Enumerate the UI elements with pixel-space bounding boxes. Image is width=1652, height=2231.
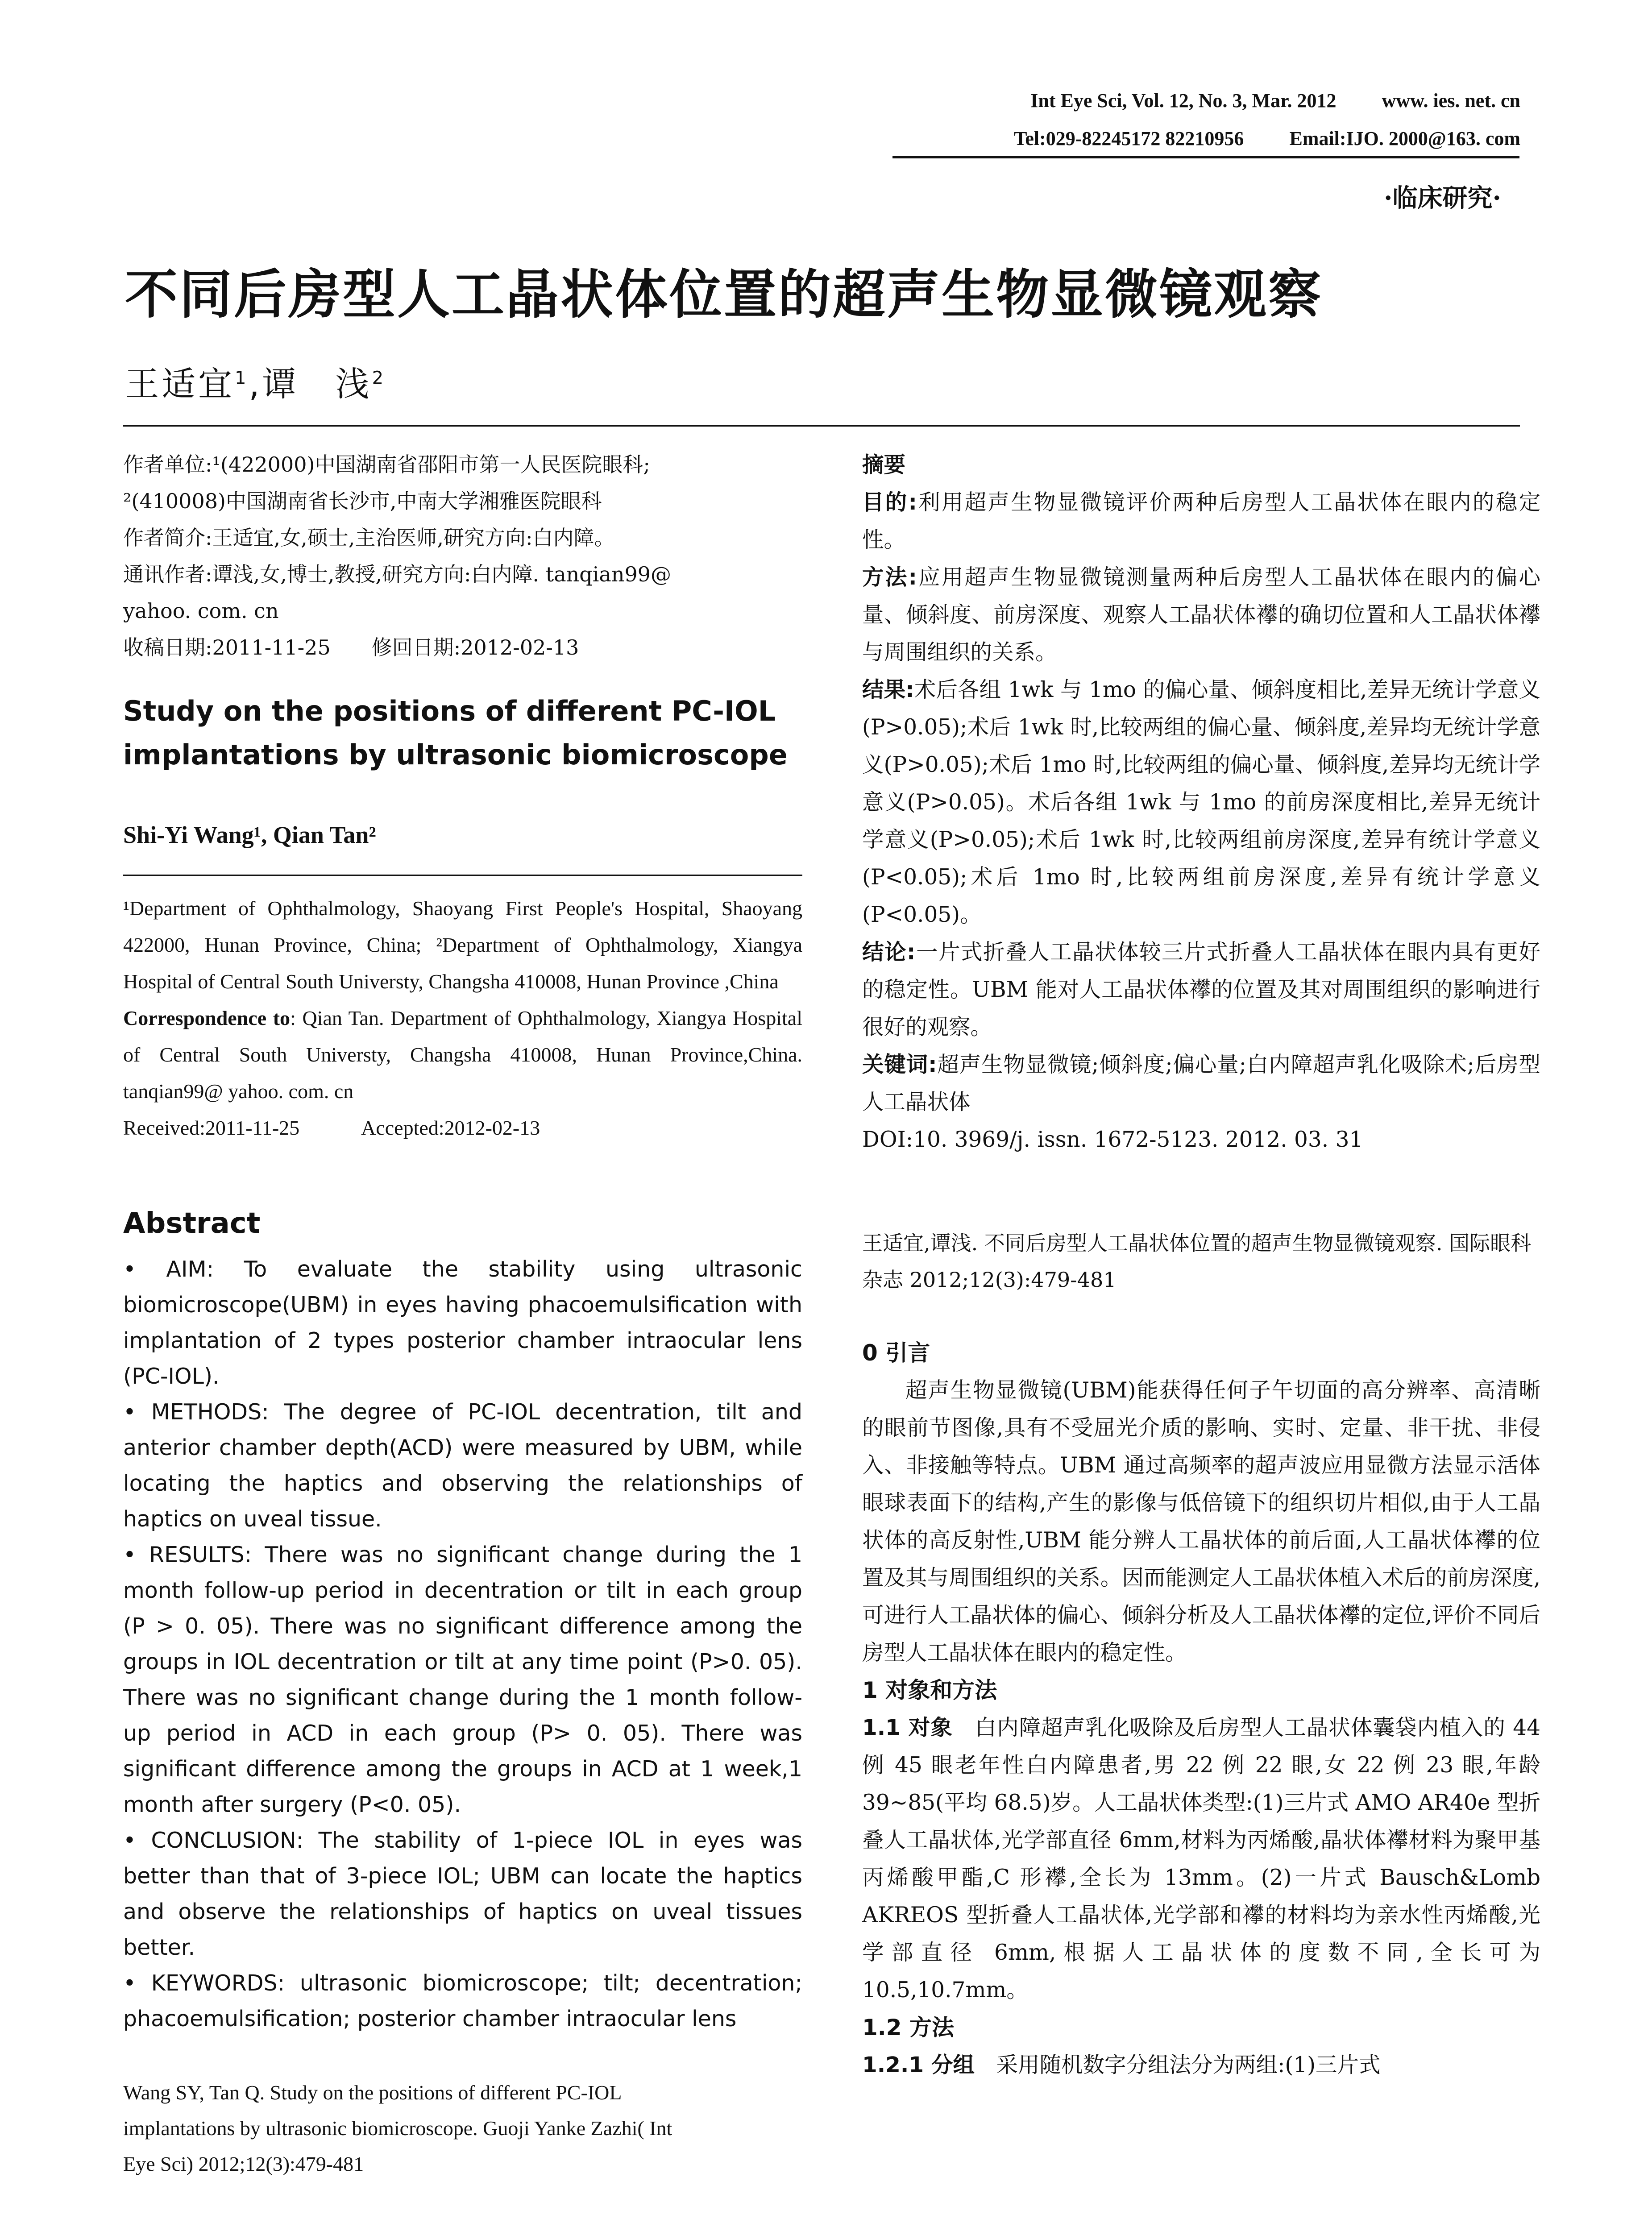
- abstract-conclusion: • CONCLUSION: The stability of 1-piece IOL in eyes was better than that of 3-piece IOL; UBM can locate the haptics and observe the relationships of haptics on uveal tissues better.: [123, 1828, 802, 1960]
- cn-info-line: ²(410008)中国湖南省长沙市,中南大学湘雅医院眼科: [123, 489, 602, 513]
- body-text: [862, 1334, 1540, 2084]
- keywords-label: 关键词:: [862, 1052, 937, 1077]
- english-title: Study on the positions of different PC-IOL implantations by ultrasonic biomicroscope: [123, 695, 788, 771]
- running-header-line1: [1030, 89, 1520, 112]
- author-1-affil: 1: [235, 368, 249, 389]
- running-header-line2: [1014, 127, 1520, 150]
- section-1-1-label: 1.1 对象: [862, 1715, 953, 1740]
- results-text: 术后各组 1wk 与 1mo 的偏心量、倾斜度相比,差异无统计学意义(P>0.05);术后 1wk 时,比较两组的偏心量、倾斜度,差异均无统计学意义(P>0.05);术后 1mo 时,比较两组的偏心量、倾斜度,差异均无统计学意义(P>0.05)。术后各组 1wk 与 1mo 的前房深度相比,差异无统计学意义(P>0.05);术后 1wk 时,比较两组前房深度,差异有统计学意义(P<0.05);术后 1mo 时,比较两组前房深度,差异有统计学意义(P<0.05)。: [862, 677, 1540, 927]
- cn-abstract: [862, 446, 1540, 1158]
- conclusion-text: 一片式折叠人工晶状体较三片式折叠人工晶状体在眼内具有更好的稳定性。UBM 能对人工晶状体襻的位置及其对周围组织的影响进行很好的观察。: [862, 940, 1540, 1040]
- affil-rule: [123, 875, 802, 876]
- correspondence-text: : Qian Tan. Department of Ophthalmology, Xiangya Hospital of Central South Universty, Changsha 410008, Hunan Province,China. tanqian99@ yahoo. com. cn: [123, 1007, 802, 1103]
- section-1-2-1-label: 1.2.1 分组: [862, 2053, 975, 2078]
- cn-abstract-keywords: [862, 1046, 1540, 1121]
- intro-heading: 0 引言: [862, 1340, 930, 1366]
- affiliation: ¹Department of Ophthalmology, Shaoyang First People's Hospital, Shaoyang 422000, Hunan Province, China; ²Department of Ophthalmology, Xiangya Hospital of Central South Universty, Changsha 410008, Hunan Province ,China: [123, 897, 802, 993]
- methods-label: 方法:: [862, 565, 917, 590]
- correspondence: [123, 1000, 802, 1110]
- abstract-heading: Abstract: [123, 1207, 261, 1240]
- cn-info-line: 作者简介:王适宜,女,硕士,主治医师,研究方向:白内障。: [123, 526, 615, 550]
- english-citation: [123, 2075, 802, 2182]
- section-1-2-1: [862, 2046, 1540, 2084]
- section-1-2-1-text: 采用随机数字分组法分为两组:(1)三片式: [974, 2053, 1381, 2078]
- cn-info-line: yahoo. com. cn: [123, 599, 279, 623]
- section-1-heading: 1 对象和方法: [862, 1677, 997, 1703]
- citation-line: implantations by ultrasonic biomicroscope. Guoji Yanke Zazhi( Int: [123, 2117, 672, 2140]
- author-2-affil: 2: [372, 368, 386, 389]
- author-2: 谭 浅: [262, 364, 372, 404]
- aim-text: 利用超声生物显微镜评价两种后房型人工晶状体在眼内的稳定性。: [862, 490, 1540, 552]
- results-label: 结果:: [862, 677, 914, 702]
- doi: DOI:10. 3969/j. issn. 1672-5123. 2012. 03. 31: [862, 1127, 1363, 1152]
- cn-info-line: 作者单位:¹(422000)中国湖南省邵阳市第一人民医院眼科;: [123, 452, 650, 477]
- journal-email: Email:IJO. 2000@163. com: [1289, 128, 1520, 149]
- conclusion-label: 结论:: [862, 940, 916, 965]
- cn-author-info: [123, 446, 802, 666]
- section-1-1: [862, 1709, 1540, 2009]
- cn-abstract-results: [862, 671, 1540, 933]
- cn-abstract-aim: [862, 484, 1540, 559]
- cn-citation: 王适宜,谭浅. 不同后房型人工晶状体位置的超声生物显微镜观察. 国际眼科杂志 2012;12(3):479-481: [862, 1231, 1532, 1292]
- abstract-aim: • AIM: To evaluate the stability using ultrasonic biomicroscope(UBM) in eyes having phacoemulsification with implantation of 2 types posterior chamber intraocular lens (PC-IOL).: [123, 1256, 802, 1389]
- correspondence-label: Correspondence to: [123, 1007, 291, 1029]
- received-dates: Received:2011-11-25 Accepted:2012-02-13: [123, 1116, 540, 1139]
- aim-label: 目的:: [862, 490, 917, 515]
- cn-info-line: 通讯作者:谭浅,女,博士,教授,研究方向:白内障. tanqian99@: [123, 562, 672, 586]
- author-1: 王适宜: [125, 364, 235, 404]
- english-authors: Shi-Yi Wang¹, Qian Tan²: [123, 821, 376, 848]
- section-tag: ·临床研究·: [1384, 183, 1501, 213]
- title-rule: [123, 425, 1520, 427]
- english-abstract: [123, 1252, 802, 2037]
- journal-citation: Int Eye Sci, Vol. 12, No. 3, Mar. 2012: [1030, 90, 1337, 112]
- journal-tel: Tel:029-82245172 82210956: [1014, 128, 1244, 149]
- article-title: 不同后房型人工晶状体位置的超声生物显微镜观察: [125, 263, 1323, 325]
- author-line: [125, 357, 386, 406]
- abstract-keywords: • KEYWORDS: ultrasonic biomicroscope; tilt; decentration; phacoemulsification; posterior chamber intraocular lens: [123, 1970, 802, 2032]
- abstract-results: • RESULTS: There was no significant change during the 1 month follow-up period in decentration or tilt in each group (P > 0. 05). There was no significant difference among the groups in IOL decentration or tilt at any time point (P>0. 05). There was no significant change during the 1 month follow-up period in ACD in each group (P> 0. 05). There was significant difference among the groups in ACD at 1 week,1 month after surgery (P<0. 05).: [123, 1542, 802, 1817]
- citation-line: Eye Sci) 2012;12(3):479-481: [123, 2152, 364, 2175]
- abstract-methods: • METHODS: The degree of PC-IOL decentration, tilt and anterior chamber depth(ACD) were measured by UBM, while locating the haptics and observing the relationships of haptics on uveal tissue.: [123, 1399, 802, 1532]
- journal-url: www. ies. net. cn: [1382, 90, 1520, 112]
- methods-text: 应用超声生物显微镜测量两种后房型人工晶状体在眼内的偏心量、倾斜度、前房深度、观察人工晶状体襻的确切位置和人工晶状体襻与周围组织的关系。: [862, 565, 1540, 665]
- author-separator: ,: [249, 364, 262, 404]
- header-rule: [892, 156, 1519, 158]
- section-1-2-heading: 1.2 方法: [862, 2015, 954, 2040]
- cn-abstract-heading: 摘要: [862, 452, 906, 477]
- keywords-text: 超声生物显微镜;倾斜度;偏心量;白内障超声乳化吸除术;后房型人工晶状体: [862, 1052, 1540, 1115]
- section-1-1-text: 白内障超声乳化吸除及后房型人工晶状体囊袋内植入的 44 例 45 眼老年性白内障患者,男 22 例 22 眼,女 22 例 23 眼,年龄 39~85(平均 68.5)岁。人工晶状体类型:(1)三片式 AMO AR40e 型折叠人工晶状体,光学部直径 6mm,材料为丙烯酸,晶状体襻材料为聚甲基丙烯酸甲酯,C 形襻,全长为 13mm。(2)一片式 Bausch&Lomb AKREOS 型折叠人工晶状体,光学部和襻的材料均为亲水性丙烯酸,光学部直径 6mm,根据人工晶状体的度数不同,全长可为 10.5,10.7mm。: [862, 1715, 1540, 2003]
- cn-info-line: 收稿日期:2011-11-25 修回日期:2012-02-13: [123, 635, 579, 659]
- intro-paragraph: 超声生物显微镜(UBM)能获得任何子午切面的高分辨率、高清晰的眼前节图像,具有不受屈光介质的影响、实时、定量、非干扰、非侵入、非接触等特点。UBM 通过高频率的超声波应用显微方法显示活体眼球表面下的结构,产生的影像与低倍镜下的组织切片相似,由于人工晶状体的高反射性,UBM 能分辨人工晶状体的前后面,人工晶状体襻的位置及其与周围组织的关系。因而能测定人工晶状体植入术后的前房深度,可进行人工晶状体的偏心、倾斜分析及人工晶状体襻的定位,评价不同后房型人工晶状体在眼内的稳定性。: [862, 1378, 1540, 1665]
- cn-abstract-methods: [862, 559, 1540, 671]
- cn-abstract-conclusion: [862, 933, 1540, 1046]
- english-affiliation-block: [123, 890, 802, 1146]
- citation-line: Wang SY, Tan Q. Study on the positions of different PC-IOL: [123, 2081, 622, 2104]
